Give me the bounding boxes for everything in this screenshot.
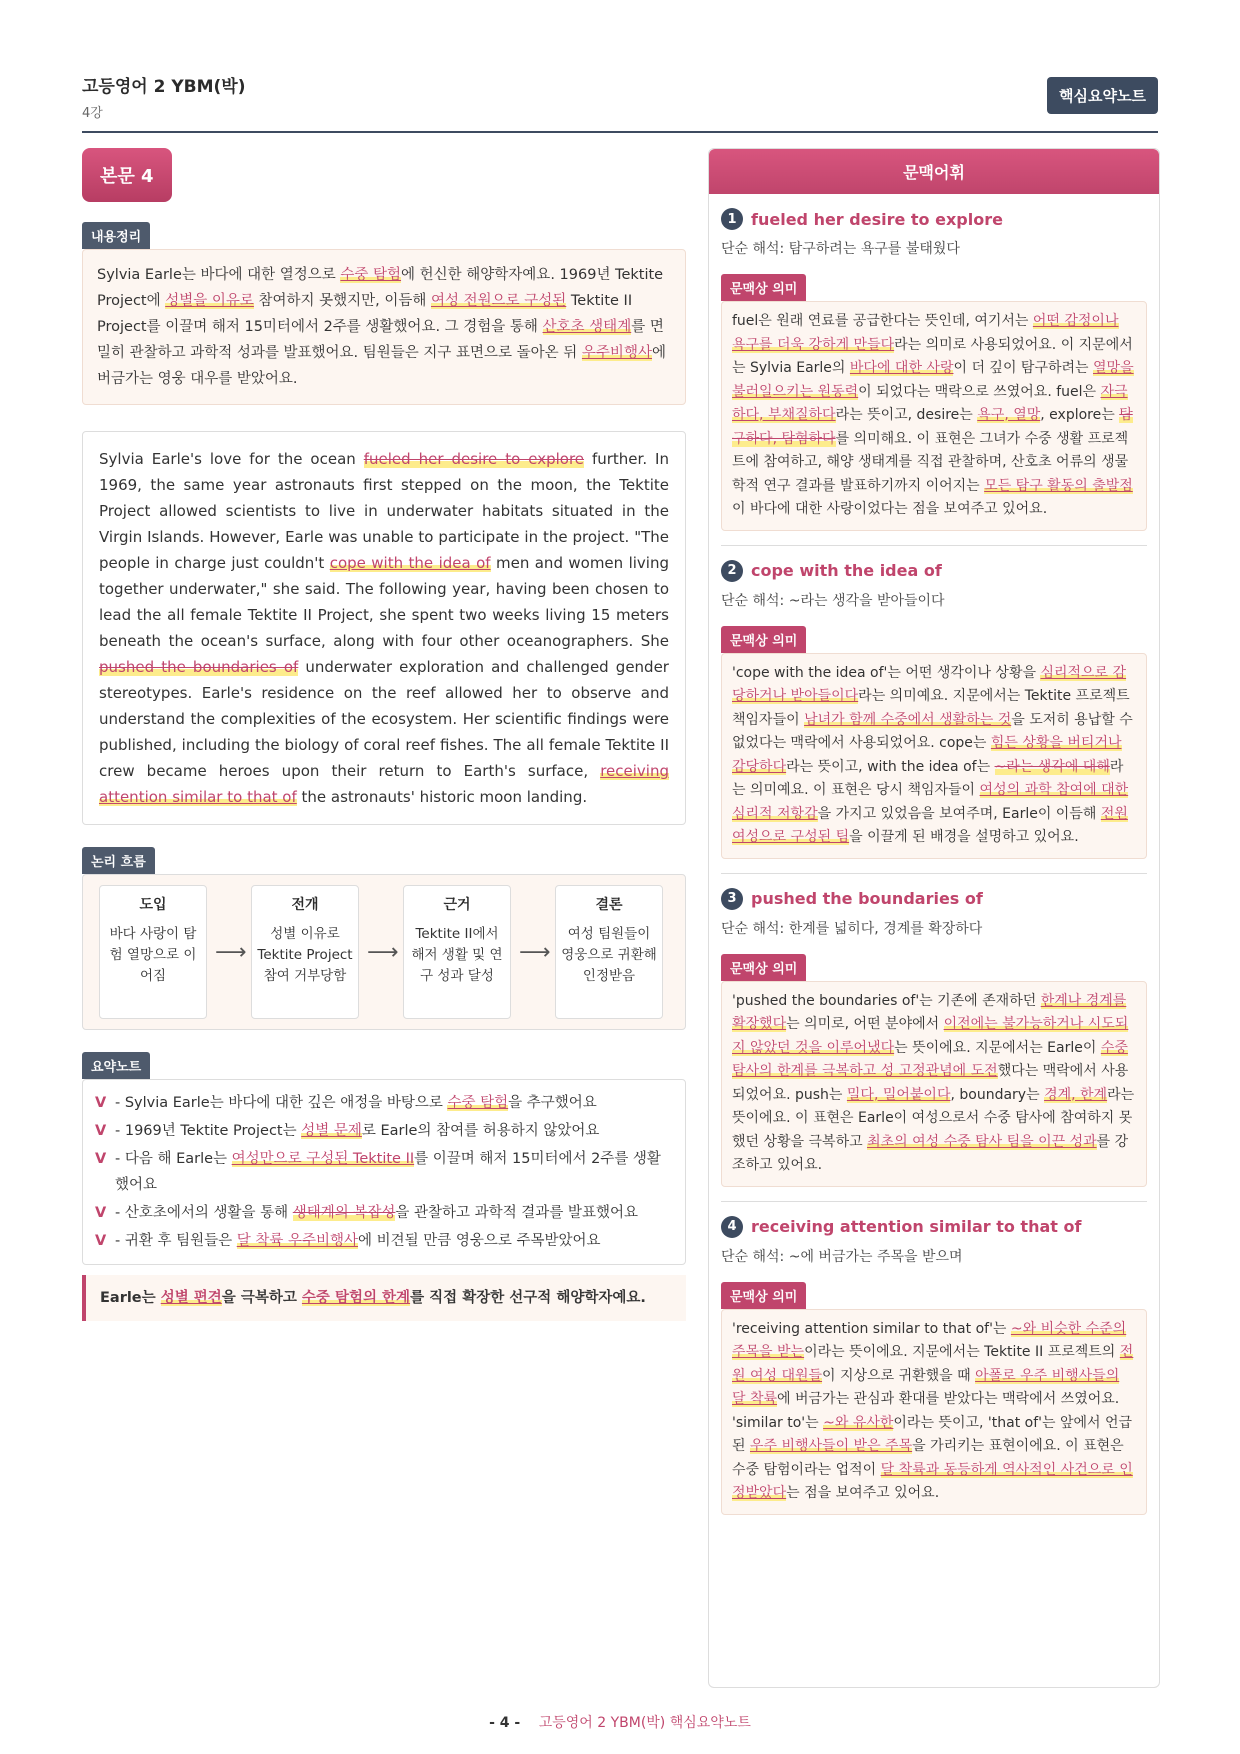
note-text: - 산호초에서의 생활을 통해 생태계의 복잡성을 관찰하고 과학적 결과를 발표했어요: [115, 1205, 638, 1221]
arrow-right-icon: ⟶: [519, 939, 551, 965]
header-badge: 핵심요약노트: [1047, 77, 1158, 114]
highlighted-phrase: 수중 탐험: [447, 1095, 509, 1111]
summary-tag: 내용정리: [82, 222, 150, 249]
vocab-item: [709, 1216, 1159, 1515]
vocab-number: 2: [721, 560, 743, 582]
logic-flow: [82, 874, 686, 1030]
highlighted-phrase: 여성만으로 구성된 Tektite II: [231, 1151, 415, 1167]
page-footer: [0, 1712, 1240, 1732]
highlighted-phrase: 우주 비행사들이 받은 주목: [749, 1438, 913, 1454]
flow-tag: 논리 흐름: [82, 847, 155, 874]
highlighted-phrase: 수중 탐험의 한계: [301, 1290, 411, 1306]
summary-notes: [82, 1079, 686, 1265]
highlighted-phrase: 아폴로 우주 비행사들의 달 착륙: [732, 1367, 1120, 1407]
vocab-phrase: cope with the idea of: [751, 561, 942, 580]
check-mark-icon: V: [95, 1151, 107, 1167]
highlighted-phrase: ~와 유사한: [823, 1414, 894, 1431]
flow-card-body: Tektite II에서 해저 생활 및 연구 성과 달성: [411, 926, 503, 984]
vocab-panel: [708, 148, 1160, 1688]
highlighted-phrase: 성별 문제: [301, 1123, 362, 1139]
flow-card-head: 도입: [139, 897, 167, 913]
highlighted-phrase: 모든 탐구 활동의 출발점: [984, 477, 1133, 494]
note-item: [95, 1118, 673, 1144]
context-meaning-text: 'pushed the boundaries of'는 기존에 존재하던 한계나 경계를 확장했다는 의미로, 어떤 분야에서 이전에는 불가능하거나 시도되지 않았던 것을 이루어냈다는 뜻이에요. 지문에서는 Earle이 수중 탐사의 한계를 극복하고 성 고정관념에 도전했다는 맥락에서 사용되었어요. push는 밀다, 밀어붙이다, boundary는 경계, 한계라는 뜻이에요. 이 표현은 Earle이 여성으로서 수중 탐사에 참여하지 못했던 상황을 극복하고 최초의 여성 수중 탐사 팀을 이끈 성과를 강조하고 있어요.: [721, 981, 1147, 1187]
note-text: - 1969년 Tektite Project는 성별 문제로 Earle의 참여를 허용하지 않았어요: [115, 1123, 600, 1139]
check-mark-icon: V: [95, 1205, 107, 1221]
vocab-panel-title: 문맥어휘: [709, 149, 1159, 194]
vocab-phrase: receiving attention similar to that of: [751, 1217, 1082, 1236]
highlighted-phrase: 심리적으로 감당하거나 받아들이다: [732, 664, 1127, 704]
vocab-item: [709, 560, 1159, 859]
highlighted-phrase: receiving attention similar to that of: [99, 762, 669, 806]
note-item: [95, 1146, 673, 1198]
vocab-item: [709, 208, 1159, 531]
vocab-number: 1: [721, 208, 743, 230]
footer-title: 고등영어 2 YBM(박) 핵심요약노트: [538, 1715, 751, 1731]
check-mark-icon: V: [95, 1095, 107, 1111]
flow-card-body: 바다 사랑이 탐험 열망으로 이어짐: [109, 926, 197, 984]
highlighted-phrase: 경계, 한계: [1044, 1086, 1108, 1103]
note-item: [95, 1228, 673, 1254]
highlighted-phrase: 욕구, 열망: [977, 407, 1041, 423]
vocab-phrase: fueled her desire to explore: [751, 209, 1003, 229]
page-number: - 4 -: [489, 1715, 521, 1731]
flow-card-intro: [99, 885, 207, 1019]
highlighted-phrase: 바다에 대한 사랑: [849, 360, 954, 376]
vocab-number: 4: [721, 1216, 743, 1238]
highlighted-phrase: 산호초 생태계: [542, 319, 632, 335]
arrow-right-icon: ⟶: [367, 939, 399, 965]
flow-card-head: 전개: [291, 897, 319, 913]
vocab-simple-meaning: 단순 해석: ~에 버금가는 주목을 받으며: [721, 1248, 963, 1265]
highlighted-phrase: 전원 여성 대원들: [732, 1344, 1134, 1384]
divider: [721, 873, 1147, 874]
divider: [721, 545, 1147, 546]
check-mark-icon: V: [95, 1123, 107, 1139]
highlighted-phrase: ~라는 생각에 대해: [994, 758, 1110, 775]
context-meaning-text: fuel은 원래 연료를 공급한다는 뜻인데, 여기서는 어떤 감정이나 욕구를 더욱 강하게 만들다라는 의미로 사용되었어요. 이 지문에서는 Sylvia Earle의 바다에 대한 사랑이 더 깊이 탐구하려는 열망을 불러일으키는 원동력이 되었다는 맥락으로 쓰였어요. fuel은 자극하다, 부채질하다라는 뜻이고, desire는 욕구, 열망, explore는 탐구하다, 탐험하다를 의미해요. 이 표현은 그녀가 수중 생활 프로젝트에 참여하고, 해양 생태계를 직접 관찰하며, 산호초 어류의 생물학적 연구 결과를 발표하기까지 이어지는 모든 탐구 활동의 출발점이 바다에 대한 사랑이었다는 점을 보여주고 있어요.: [721, 301, 1147, 531]
highlighted-phrase: 남녀가 함께 수중에서 생활하는 것: [804, 711, 1012, 728]
highlighted-phrase: fueled her desire to explore: [363, 450, 585, 468]
document-title: 고등영어 2 YBM(박): [82, 77, 246, 97]
passage-text: Sylvia Earle's love for the ocean fueled her desire to explore further. In 1969, the same year astronauts first stepped on the moon, the Tektite Project allowed scientists to live in underwater habitats situated in the Virgin Islands. However, Earle was unable to participate in the project. "The people in charge just couldn't cope with the idea of men and women living together underwater," she said. The following year, having been chosen to lead the all female Tektite II Project, she spent two weeks living 15 meters beneath the ocean's surface, along with four other oceanographers. She pushed the boundaries of underwater exploration and challenged gender stereotypes. Earle's residence on the reef allowed her to observe and understand the complexities of the ecosystem. Her scientific findings were published, including the biology of coral reef fishes. The all female Tektite II crew became heroes upon their return to Earth's surface, receiving attention similar to that of the astronauts' historic moon landing.: [82, 431, 686, 825]
flow-card-conclusion: [555, 885, 663, 1019]
lesson-number: 4강: [82, 106, 103, 121]
highlighted-phrase: 자극하다, 부채질하다: [732, 383, 1128, 423]
highlighted-phrase: ~와 비슷한 수준의 주목을 받는: [732, 1320, 1127, 1360]
highlighted-phrase: pushed the boundaries of: [99, 658, 299, 676]
highlighted-phrase: 여성의 과학 참여에 대한 심리적 저항감: [732, 782, 1129, 822]
context-meaning-tag: 문맥상 의미: [721, 274, 806, 301]
arrow-right-icon: ⟶: [215, 939, 247, 965]
flow-card-head: 근거: [443, 897, 471, 913]
flow-card-body: 여성 팀원들이 영웅으로 귀환해 인정받음: [561, 926, 657, 984]
vocab-simple-meaning: 단순 해석: 탐구하려는 욕구를 불태웠다: [721, 241, 960, 257]
highlighted-phrase: 우주비행사: [581, 345, 652, 361]
left-column: [82, 148, 686, 1321]
header-rule: [82, 131, 1158, 133]
context-meaning-tag: 문맥상 의미: [721, 626, 806, 653]
check-mark-icon: V: [95, 1233, 107, 1249]
context-meaning-text: 'cope with the idea of'는 어떤 생각이나 상황을 심리적으로 감당하거나 받아들이다라는 의미예요. 지문에서는 Tektite 프로젝트 책임자들이 남녀가 함께 수중에서 생활하는 것을 도저히 용납할 수 없었다는 맥락에서 사용되었어요. cope는 힘든 상황을 버티거나 감당하다라는 뜻이고, with the idea of는 ~라는 생각에 대해라는 의미예요. 이 표현은 당시 책임자들이 여성의 과학 참여에 대한 심리적 저항감을 가지고 있었음을 보여주며, Earle이 이듬해 전원 여성으로 구성된 팀을 이끌게 된 배경을 설명하고 있어요.: [721, 653, 1147, 859]
highlighted-phrase: 전원 여성으로 구성된 팀: [732, 805, 1128, 845]
highlighted-phrase: 최초의 여성 수중 탐사 팀을 이끈 성과: [867, 1133, 1097, 1150]
highlighted-phrase: 수중 탐험: [340, 267, 402, 283]
vocab-simple-meaning: 단순 해석: ~라는 생각을 받아들이다: [721, 592, 945, 609]
divider: [721, 1201, 1147, 1202]
note-text: - 귀환 후 팀원들은 달 착륙 우주비행사에 비견될 만큼 영웅으로 주목받았어요: [115, 1233, 601, 1249]
passage-badge: 본문 4: [82, 148, 172, 202]
highlighted-phrase: 성별을 이유로: [165, 293, 254, 309]
note-item: [95, 1090, 673, 1116]
highlighted-phrase: 힘든 상황을 버티거나 감당하다: [732, 735, 1122, 775]
highlighted-phrase: 어떤 감정이나 욕구를 더욱 강하게 만들다: [732, 313, 1119, 353]
vocab-phrase: pushed the boundaries of: [751, 889, 983, 908]
vocab-number: 3: [721, 888, 743, 910]
highlighted-phrase: 이전에는 불가능하거나 시도되지 않았던 것을 이루어냈다: [732, 1016, 1129, 1056]
context-meaning-text: 'receiving attention similar to that of'는 ~와 비슷한 수준의 주목을 받는이라는 뜻이에요. 지문에서는 Tektite II 프로젝트의 전원 여성 대원들이 지상으로 귀환했을 때 아폴로 우주 비행사들의 달 착륙에 버금가는 관심과 환대를 받았다는 맥락에서 쓰였어요. 'similar to'는 ~와 유사한이라는 뜻이고, 'that of'는 앞에서 언급된 우주 비행사들이 받은 주목을 가리키는 표현이에요. 이 표현은 수중 탐험이라는 업적이 달 착륙과 동등하게 역사적인 사건으로 인정받았다는 점을 보여주고 있어요.: [721, 1309, 1147, 1515]
highlighted-phrase: 밀다, 밀어붙이다: [846, 1086, 951, 1103]
highlighted-phrase: 성별 편견: [160, 1290, 222, 1306]
summary-text: Sylvia Earle는 바다에 대한 열정으로 수중 탐험에 헌신한 해양학자예요. 1969년 Tektite Project에 성별을 이유로 참여하지 못했지만, 이듬해 여성 전원으로 구성된 Tektite II Project를 이끌며 해저 15미터에서 2주를 생활했어요. 그 경험을 통해 산호초 생태계를 면밀히 관찰하고 과학적 성과를 발표했어요. 팀원들은 지구 표면으로 돌아온 뒤 우주비행사에 버금가는 영웅 대우를 받았어요.: [82, 249, 686, 405]
note-text: - 다음 해 Earle는 여성만으로 구성된 Tektite II를 이끌며 해저 15미터에서 2주를 생활했어요: [115, 1151, 661, 1193]
flow-card-development: [251, 885, 359, 1019]
context-meaning-tag: 문맥상 의미: [721, 954, 806, 981]
flow-card-evidence: [403, 885, 511, 1019]
note-item: [95, 1200, 673, 1226]
vocab-item: [709, 888, 1159, 1187]
vocab-simple-meaning: 단순 해석: 한계를 넓히다, 경계를 확장하다: [721, 920, 983, 937]
highlighted-phrase: 여성 전원으로 구성된: [431, 293, 567, 309]
note-text: - Sylvia Earle는 바다에 대한 깊은 애정을 바탕으로 수중 탐험을 추구했어요: [115, 1095, 597, 1111]
flow-card-body: 성별 이유로 Tektite Project 참여 거부당함: [257, 926, 353, 984]
notes-tag: 요약노트: [82, 1052, 150, 1079]
highlighted-phrase: 달 착륙 우주비행사: [236, 1233, 358, 1249]
flow-card-head: 결론: [595, 897, 623, 913]
highlighted-phrase: 열망을 불러일으키는 원동력: [732, 360, 1134, 400]
highlighted-phrase: 탐구하다, 탐험하다: [732, 407, 1133, 447]
highlighted-phrase: 달 착륙과 동등하게 역사적인 사건으로 인정받았다: [732, 1461, 1133, 1501]
context-meaning-tag: 문맥상 의미: [721, 1282, 806, 1309]
conclusion-callout: Earle는 성별 편견을 극복하고 수중 탐험의 한계를 직접 확장한 선구적 해양학자예요.: [82, 1275, 686, 1321]
highlighted-phrase: 한계나 경계를 확장했다: [732, 992, 1127, 1032]
highlighted-phrase: 수중 탐사의 한계를 극복하고 성 고정관념에 도전: [732, 1039, 1128, 1079]
highlighted-phrase: cope with the idea of: [329, 554, 491, 572]
highlighted-phrase: 생태계의 복잡성: [292, 1205, 396, 1221]
